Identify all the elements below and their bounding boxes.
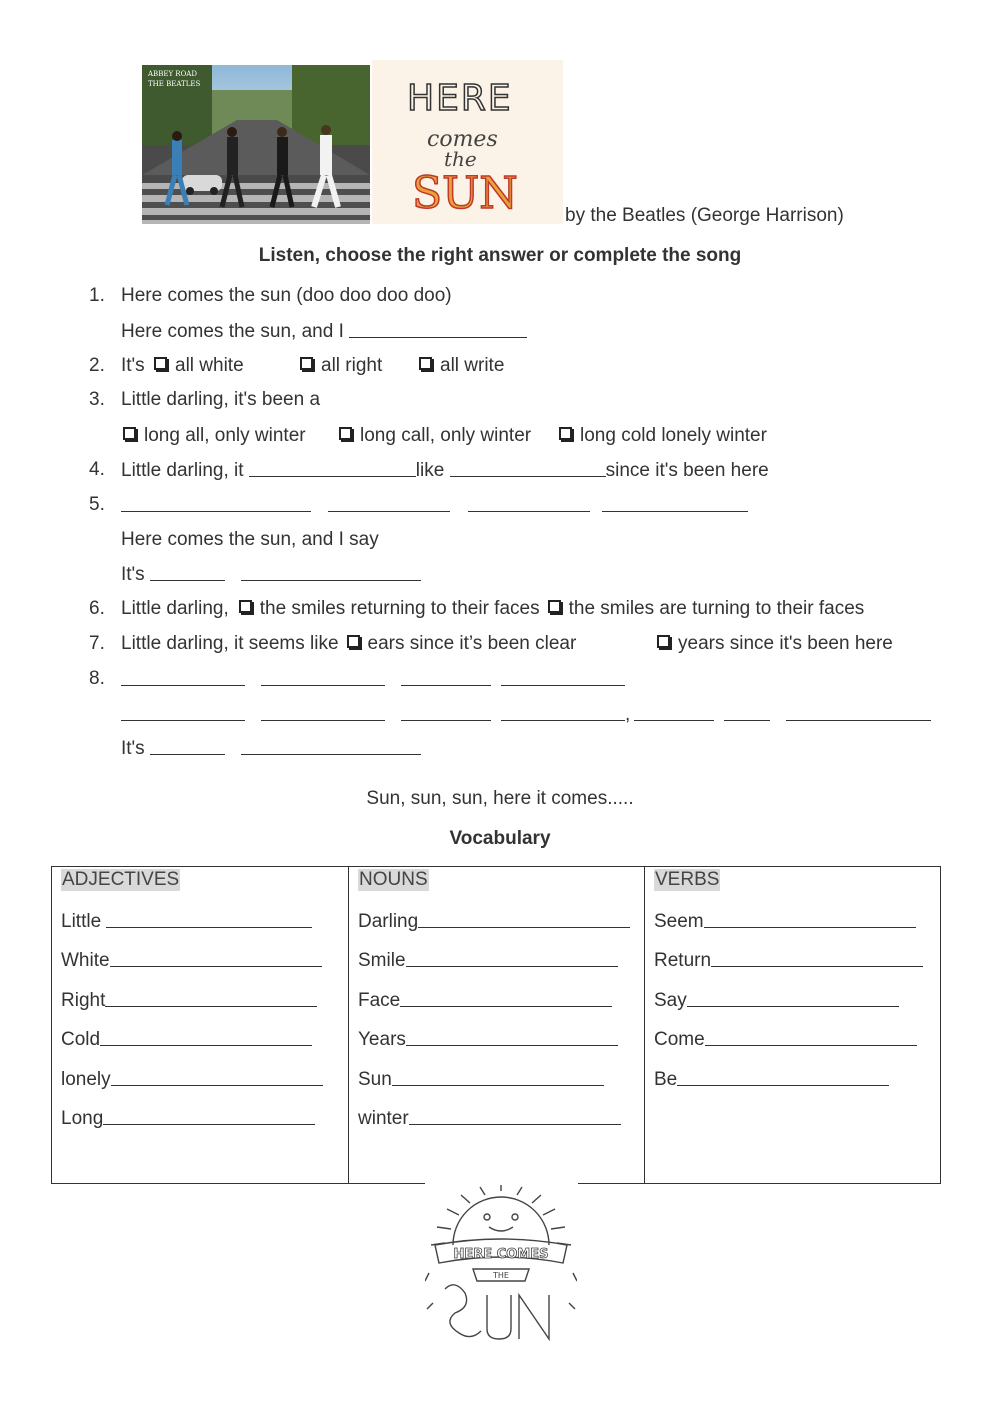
item-number: 3.: [89, 389, 105, 410]
item-number: 1.: [89, 285, 105, 306]
q3-option-3[interactable]: long cold lonely winter: [557, 424, 767, 448]
checkbox-icon[interactable]: [559, 427, 572, 440]
q6-line: Little darling, the smiles returning to their faces the smiles are turning to their faces: [121, 598, 865, 619]
checkbox-icon[interactable]: [154, 357, 167, 370]
vocabulary-table: [51, 866, 941, 1184]
answer-blank[interactable]: [241, 736, 421, 755]
here-comes-the-sun-artwork: [372, 60, 563, 224]
vocab-row: winter: [358, 1106, 621, 1130]
answer-blank[interactable]: [110, 948, 322, 967]
q8-blanks-2: ,: [121, 702, 931, 727]
checkbox-icon[interactable]: [347, 635, 360, 648]
q2-prefix: It's: [121, 355, 145, 376]
vocab-row: Come: [654, 1027, 917, 1051]
answer-blank[interactable]: [711, 948, 923, 967]
q1-line2: Here comes the sun, and I: [121, 319, 527, 344]
q3-option-1[interactable]: long all, only winter: [121, 424, 306, 448]
answer-blank[interactable]: [103, 1106, 315, 1125]
q5-line2: Here comes the sun, and I say: [121, 529, 379, 550]
checkbox-icon[interactable]: [419, 357, 432, 370]
answer-blank[interactable]: [406, 948, 618, 967]
answer-blank[interactable]: [602, 493, 748, 512]
answer-blank[interactable]: [687, 988, 899, 1007]
svg-text:SUN: SUN: [412, 168, 518, 219]
sun-logo-illustration: [425, 1183, 577, 1348]
answer-blank[interactable]: [261, 667, 385, 686]
item-number: 7.: [89, 633, 105, 654]
item-number: 5.: [89, 494, 105, 515]
checkbox-icon[interactable]: [239, 600, 252, 613]
q4-line: Little darling, it like since it's been here: [121, 460, 769, 481]
q7-line: Little darling, it seems like ears since it’s been clear: [121, 633, 577, 654]
answer-blank[interactable]: [406, 1027, 618, 1046]
vocab-row: Be: [654, 1067, 889, 1091]
answer-blank[interactable]: [249, 458, 416, 477]
answer-blank[interactable]: [705, 1027, 917, 1046]
q5-line3: It's: [121, 562, 421, 587]
vocab-row: Return: [654, 948, 923, 972]
svg-text:THE BEATLES: THE BEATLES: [148, 80, 201, 88]
vocab-row: White: [61, 948, 322, 972]
answer-blank[interactable]: [241, 562, 421, 581]
answer-blank[interactable]: [105, 988, 317, 1007]
vocab-row: Sun: [358, 1067, 604, 1091]
q2-option-2[interactable]: all right: [298, 354, 382, 378]
song-byline: by the Beatles (George Harrison): [565, 205, 844, 226]
svg-text:SUN: SUN: [499, 1346, 503, 1347]
q5-blanks: [121, 493, 748, 518]
answer-blank[interactable]: [121, 667, 245, 686]
vocab-row: Cold: [61, 1027, 312, 1051]
vocab-row: Years: [358, 1027, 618, 1051]
answer-blank[interactable]: [106, 909, 312, 928]
answer-blank[interactable]: [704, 909, 916, 928]
answer-blank[interactable]: [724, 702, 770, 721]
nouns-header: NOUNS: [359, 869, 428, 890]
q7-option-2[interactable]: years since it's been here: [655, 632, 893, 656]
adjectives-header: ADJECTIVES: [62, 869, 180, 890]
answer-blank[interactable]: [261, 702, 385, 721]
q6-option-2[interactable]: the smiles are turning to their faces: [568, 598, 865, 619]
checkbox-icon[interactable]: [657, 635, 670, 648]
item-number: 8.: [89, 668, 105, 689]
item-number: 4.: [89, 459, 105, 480]
answer-blank[interactable]: [400, 988, 612, 1007]
answer-blank[interactable]: [468, 493, 590, 512]
vocab-row: Darling: [358, 909, 630, 933]
q8-line3: It's: [121, 736, 421, 761]
answer-blank[interactable]: [786, 702, 931, 721]
answer-blank[interactable]: [634, 702, 714, 721]
vocab-row: Right: [61, 988, 317, 1012]
vocab-row: Say: [654, 988, 899, 1012]
q7-option-1[interactable]: ears since it’s been clear: [367, 633, 577, 654]
checkbox-icon[interactable]: [300, 357, 313, 370]
answer-blank[interactable]: [450, 458, 606, 477]
answer-blank[interactable]: [501, 667, 625, 686]
q6-option-1[interactable]: the smiles returning to their faces: [259, 598, 540, 619]
svg-text:comes: comes: [427, 127, 498, 152]
q2-option-1[interactable]: all white: [152, 354, 244, 378]
vocab-row: Face: [358, 988, 612, 1012]
q3-option-2[interactable]: long call, only winter: [337, 424, 531, 448]
svg-text:THE: THE: [493, 1271, 509, 1280]
svg-text:ABBEY ROAD: ABBEY ROAD: [148, 70, 197, 78]
vocabulary-title: Vocabulary: [449, 828, 551, 849]
q2-option-3[interactable]: all write: [417, 354, 504, 378]
answer-blank[interactable]: [111, 1067, 323, 1086]
vocab-row: Seem: [654, 909, 916, 933]
vocab-row: Smile: [358, 948, 618, 972]
svg-text:HERE: HERE: [407, 78, 513, 119]
svg-text:HERE COMES: HERE COMES: [453, 1247, 549, 1262]
checkbox-icon[interactable]: [548, 600, 561, 613]
answer-blank[interactable]: [392, 1067, 604, 1086]
answer-blank[interactable]: [121, 493, 311, 512]
answer-blank[interactable]: [150, 562, 225, 581]
vocab-row: Little: [61, 909, 312, 933]
answer-blank[interactable]: [401, 702, 491, 721]
verbs-column: [644, 867, 941, 1183]
checkbox-icon[interactable]: [123, 427, 136, 440]
vocab-row: lonely: [61, 1067, 323, 1091]
answer-blank[interactable]: [150, 736, 225, 755]
abbey-road-cover-image: [142, 65, 370, 224]
verbs-header: VERBS: [655, 869, 720, 890]
svg-text:the: the: [444, 147, 477, 171]
song-outro-line: Sun, sun, sun, here it comes.....: [366, 788, 634, 809]
adjectives-column: [52, 867, 349, 1183]
answer-blank[interactable]: [418, 909, 630, 928]
q3-line1: Little darling, it's been a: [121, 389, 321, 410]
checkbox-icon[interactable]: [339, 427, 352, 440]
answer-blank[interactable]: [409, 1106, 621, 1125]
item-number: 2.: [89, 355, 105, 376]
answer-blank[interactable]: [100, 1027, 312, 1046]
answer-blank[interactable]: [349, 319, 527, 338]
q8-blanks-1: [121, 667, 625, 692]
item-number: 6.: [89, 598, 105, 619]
instruction-heading: Listen, choose the right answer or complete the song: [258, 245, 742, 266]
nouns-column: [348, 867, 645, 1183]
q1-line1: Here comes the sun (doo doo doo doo): [121, 285, 452, 306]
answer-blank[interactable]: [328, 493, 450, 512]
answer-blank[interactable]: [401, 667, 491, 686]
answer-blank[interactable]: [121, 702, 245, 721]
answer-blank[interactable]: [677, 1067, 889, 1086]
vocab-row: Long: [61, 1106, 315, 1130]
answer-blank[interactable]: [501, 702, 625, 721]
